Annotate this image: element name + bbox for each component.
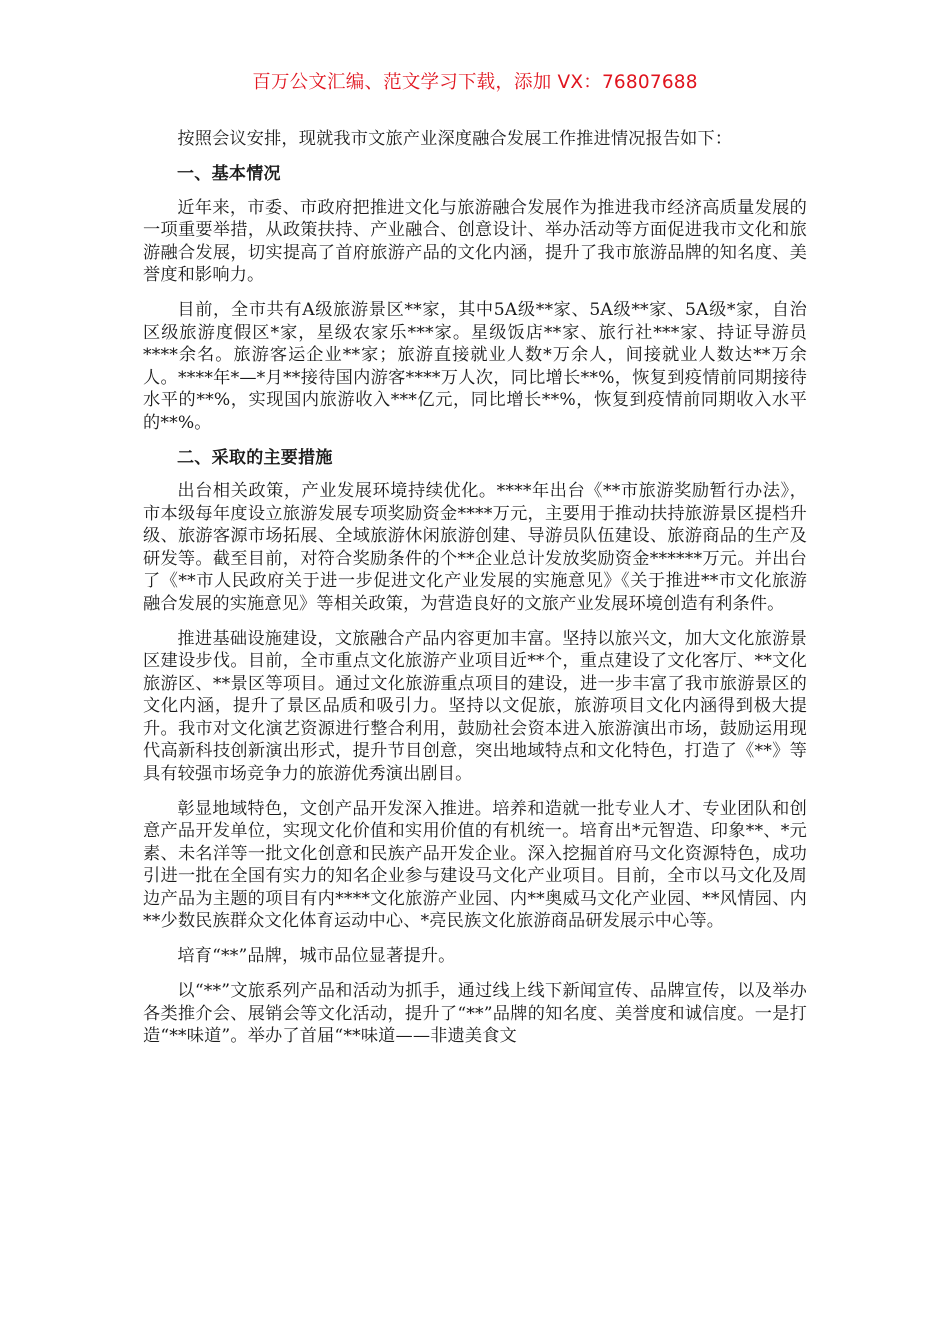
document-body bbox=[143, 128, 807, 1060]
section-heading: 二、采取的主要措施 bbox=[177, 447, 333, 468]
paragraph: 彰显地域特色，文创产品开发深入推进。培养和造就一批专业人才、专业团队和创意产品开发单位，实现文化价值和实用价值的有机统一。培育出*元智造、印象**、*元素、未名洋等一批文化创意和民族产品开发企业。深入挖掘首府马文化资源特色，成功引进一批在全国有实力的知名企业参与建设马文化产业项目。目前，全市以马文化及周边产品为主题的项目有内****文化旅游产业园、内**奥威马文化产业园、**风情园、内**少数民族群众文化体育运动中心、*亮民族文化旅游商品研发展示中心等。 bbox=[143, 798, 807, 931]
intro-paragraph: 按照会议安排，现就我市文旅产业深度融合发展工作推进情况报告如下： bbox=[177, 129, 733, 149]
section-heading: 一、基本情况 bbox=[177, 164, 281, 184]
paragraph: 以“**”文旅系列产品和活动为抓手，通过线上线下新闻宣传、品牌宣传，以及举办各类推介会、展销会等文化活动，提升了“**”品牌的知名度、美誉度和诚信度。一是打造“**味道”。举办了首届“**味道——非遗美食文 bbox=[143, 981, 807, 1046]
paragraph: 目前，全市共有A级旅游景区**家，其中5A级**家、5A级**家、5A级*家，自治区级旅游度假区*家，星级农家乐***家。星级饭店**家、旅行社***家、持证导游员****余名。旅游客运企业**家；旅游直接就业人数*万余人，间接就业人数达**万余人。****年*—*月**接待国内游客****万人次，同比增长**%，恢复到疫情前同期接待水平的**%，实现国内旅游收入***亿元，同比增长**%，恢复到疫情前同期收入水平的**%。 bbox=[143, 300, 807, 433]
section-basic-situation bbox=[143, 163, 807, 434]
paragraph: 培育“**”品牌，城市品位显著提升。 bbox=[177, 946, 456, 966]
paragraph: 近年来，市委、市政府把推进文化与旅游融合发展作为推进我市经济高质量发展的一项重要举措，从政策扶持、产业融合、创意设计、举办活动等方面促进我市文化和旅游融合发展，切实提高了首府旅游产品的文化内涵，提升了我市旅游品牌的知名度、美誉度和影响力。 bbox=[143, 197, 807, 285]
paragraph: 推进基础设施建设，文旅融合产品内容更加丰富。坚持以旅兴文，加大文化旅游景区建设步伐。目前，全市重点文化旅游产业项目近**个，重点建设了文化客厅、**文化旅游区、**景区等项目。通过文化旅游重点项目的建设，进一步丰富了我市旅游景区的文化内涵，提升了景区品质和吸引力。坚持以文促旅，旅游项目文化内涵得到极大提升。我市对文化演艺资源进行整合利用，鼓励社会资本进入旅游演出市场，鼓励运用现代高新科技创新演出形式，提升节目创意，突出地域特点和文化特色，打造了《**》等具有较强市场竞争力的旅游优秀演出剧目。 bbox=[143, 628, 807, 784]
paragraph: 出台相关政策，产业发展环境持续优化。****年出台《**市旅游奖励暂行办法》，市本级每年度设立旅游发展专项奖励资金****万元，主要用于推动扶持旅游景区提档升级、旅游客源市场拓展、全域旅游休闲旅游创建、导游员队伍建设、旅游商品的生产及研发等。截至目前，对符合奖励条件的个**企业总计发放奖励资金******万元。并出台了《**市人民政府关于进一步促进文化产业发展的实施意见》《关于推进**市文化旅游融合发展的实施意见》等相关政策，为营造良好的文旅产业发展环境创造有利条件。 bbox=[143, 481, 807, 614]
section-main-measures bbox=[143, 447, 807, 1048]
watermark-banner: 百万公文汇编、范文学习下载，添加 VX：76807688 bbox=[252, 72, 698, 93]
